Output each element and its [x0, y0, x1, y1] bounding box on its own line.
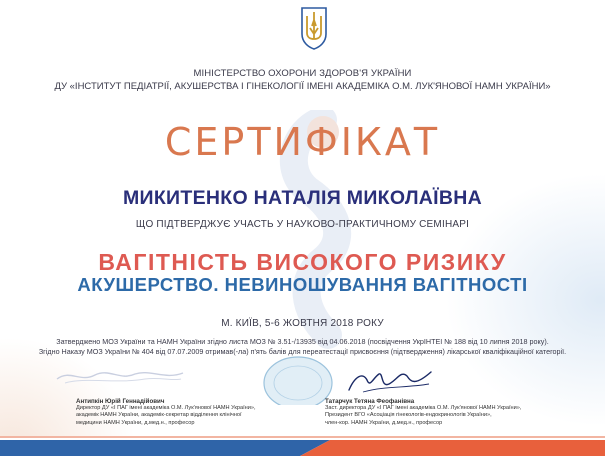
approval-line-1: Затверджено МОЗ України та НАМН України згідно листа МОЗ № 3.51-/13935 від 04.06.2018 (посвідчення УкрІНТЕІ № 188 від 10 липня 2018 року). [56, 337, 549, 346]
signatory-left [76, 398, 306, 427]
ministry-title: МІНІСТЕРСТВО ОХОРОНИ ЗДОРОВ'Я УКРАЇНИ [193, 68, 412, 79]
seminar-title-line2: АКУШЕРСТВО. НЕВИНОШУВАННЯ ВАГІТНОСТІ [77, 274, 528, 295]
coat-of-arms-trident-icon [299, 6, 329, 50]
signatory-right-line2: Президент ВГО «Асоціація гінекологів-ендокринологів України», [325, 412, 492, 419]
institute-title: ДУ «ІНСТИТУТ ПЕДІАТРІЇ, АКУШЕРСТВА І ГІНЕКОЛОГІЇ ІМЕНІ АКАДЕМІКА О.М. ЛУК'ЯНОВОЇ НАМН УКРАЇНИ» [54, 81, 551, 92]
signature-icon [345, 366, 435, 396]
bottom-decorative-band [0, 436, 605, 456]
signatory-right-line3: член-кор. НАМН України, д.мед.н., професор [325, 419, 443, 426]
signatory-left-name: Антипкін Юрій Геннадійович [76, 398, 165, 405]
seminar-title-line1: ВАГІТНІСТЬ ВИСОКОГО РИЗИКУ [98, 249, 507, 275]
approval-line-2: Згідно Наказу МОЗ України № 404 від 07.07.2009 отримав(-ла) п'ять балів для переатестації присвоєння (підтвердження) лікарської кваліфікаційної категорії. [38, 347, 567, 356]
place-date: М. КИЇВ, 5-6 ЖОВТНЯ 2018 РОКУ [221, 318, 384, 329]
confirmation-text: ЩО ПІДТВЕРДЖУЄ УЧАСТЬ У НАУКОВО-ПРАКТИЧНОМУ СЕМІНАРІ [135, 219, 470, 230]
left-stamp-icon [55, 365, 185, 387]
recipient-name: МИКИТЕНКО НАТАЛІЯ МИКОЛАЇВНА [122, 187, 483, 209]
signatory-left-line1: Директор ДУ «І ПАГ імені академіка О.М. Лук'янової НАМН України», [76, 405, 256, 412]
signatory-right-line1: Заст. директора ДУ «І ПАГ імені академіка О.М. Лук'янової НАМН України», [325, 405, 522, 412]
signatory-right [325, 398, 575, 427]
certificate-title: СЕРТИФІКАТ [164, 120, 441, 164]
signatory-left-line2: академік НАМН України, академік-секретар відділення клінічної [76, 412, 242, 419]
signatory-right-name: Татарчук Тетяна Феофанівна [325, 398, 415, 405]
signatory-left-line3: медицини НАМН України, д.мед.н., професор [76, 419, 195, 426]
